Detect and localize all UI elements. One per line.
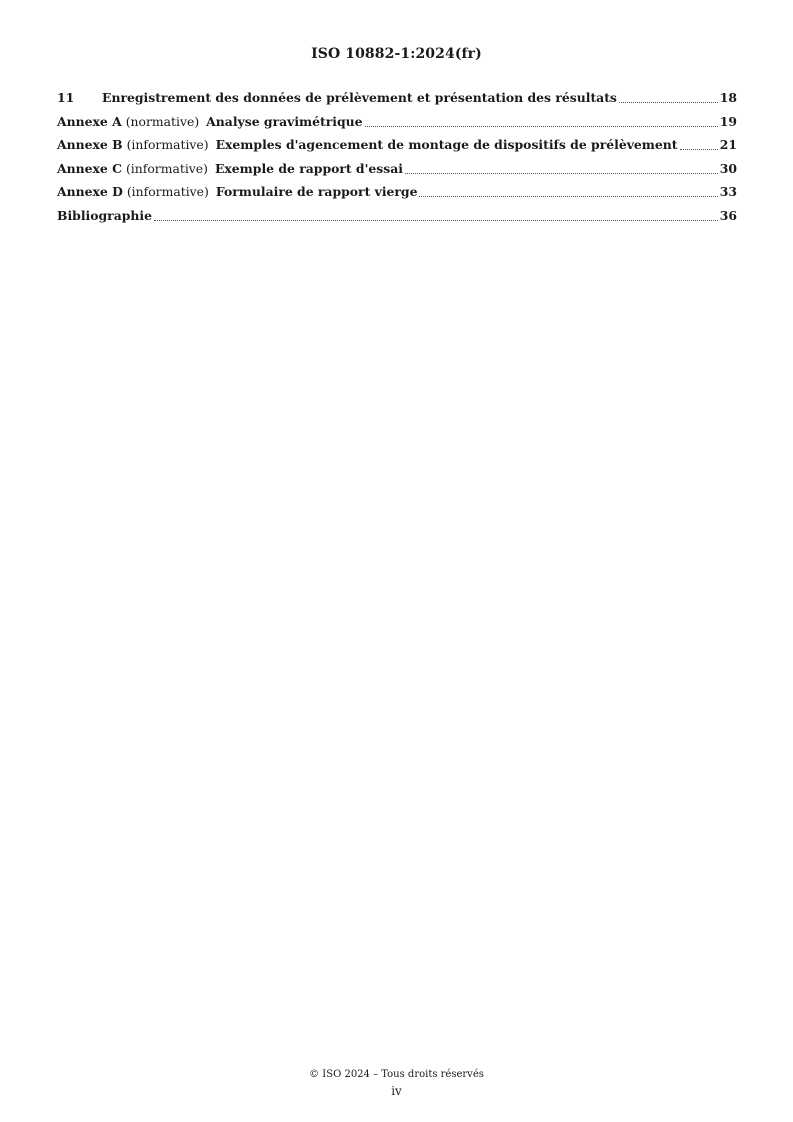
toc-dot-leader <box>154 220 718 221</box>
toc-entry-page: 36 <box>719 207 737 223</box>
toc-entry-clause-11[interactable] <box>57 86 737 110</box>
toc-entry-page: 30 <box>719 160 737 176</box>
toc-entry-bibliography[interactable] <box>57 204 737 228</box>
toc-entry-page: 21 <box>719 137 737 152</box>
page-footer <box>0 1067 793 1100</box>
toc-entry-annex-c[interactable] <box>57 157 737 181</box>
toc-entry-annex-label: Annexe A <box>57 113 122 129</box>
document-header <box>0 46 793 62</box>
toc-entry-annex-label: Annexe D <box>57 184 123 199</box>
page-number: iv <box>391 1084 402 1098</box>
toc-entry-number: 11 <box>57 90 75 105</box>
toc-entry-page: 18 <box>719 90 737 105</box>
toc-dot-leader <box>419 196 717 197</box>
toc-entry-title: Bibliographie <box>57 207 153 223</box>
toc-entry-annex-d[interactable] <box>57 180 737 204</box>
toc-entry-page: 33 <box>719 184 737 199</box>
toc-entry-title: Exemples d'agencement de montage de dispositifs de prélèvement <box>215 137 678 152</box>
toc-entry-annex-a[interactable] <box>57 110 737 134</box>
document-id: ISO 10882-1:2024(fr) <box>311 46 482 62</box>
toc-entry-title: Exemple de rapport d'essai <box>214 160 403 176</box>
toc-entry-annex-label: Annexe B <box>57 137 123 152</box>
toc-entry-qualifier: (informative) <box>126 137 209 152</box>
toc-dot-leader <box>619 102 718 103</box>
toc-entry-qualifier: (informative) <box>125 160 208 176</box>
toc-entry-qualifier: (informative) <box>126 184 209 199</box>
toc-entry-annex-b[interactable] <box>57 133 737 157</box>
toc-entry-title: Formulaire de rapport vierge <box>215 184 418 199</box>
toc-dot-leader <box>365 126 718 127</box>
toc-entry-annex-label: Annexe C <box>57 160 122 176</box>
toc-entry-title: Analyse gravimétrique <box>206 113 363 129</box>
table-of-contents <box>57 86 737 227</box>
toc-entry-page: 19 <box>719 113 737 129</box>
toc-dot-leader <box>405 173 718 174</box>
copyright-notice: © ISO 2024 – Tous droits réservés <box>309 1069 484 1080</box>
toc-dot-leader <box>680 149 718 150</box>
toc-entry-title: Enregistrement des données de prélèvement et présentation des résultats <box>102 90 617 105</box>
toc-entry-qualifier: (normative) <box>125 113 200 129</box>
